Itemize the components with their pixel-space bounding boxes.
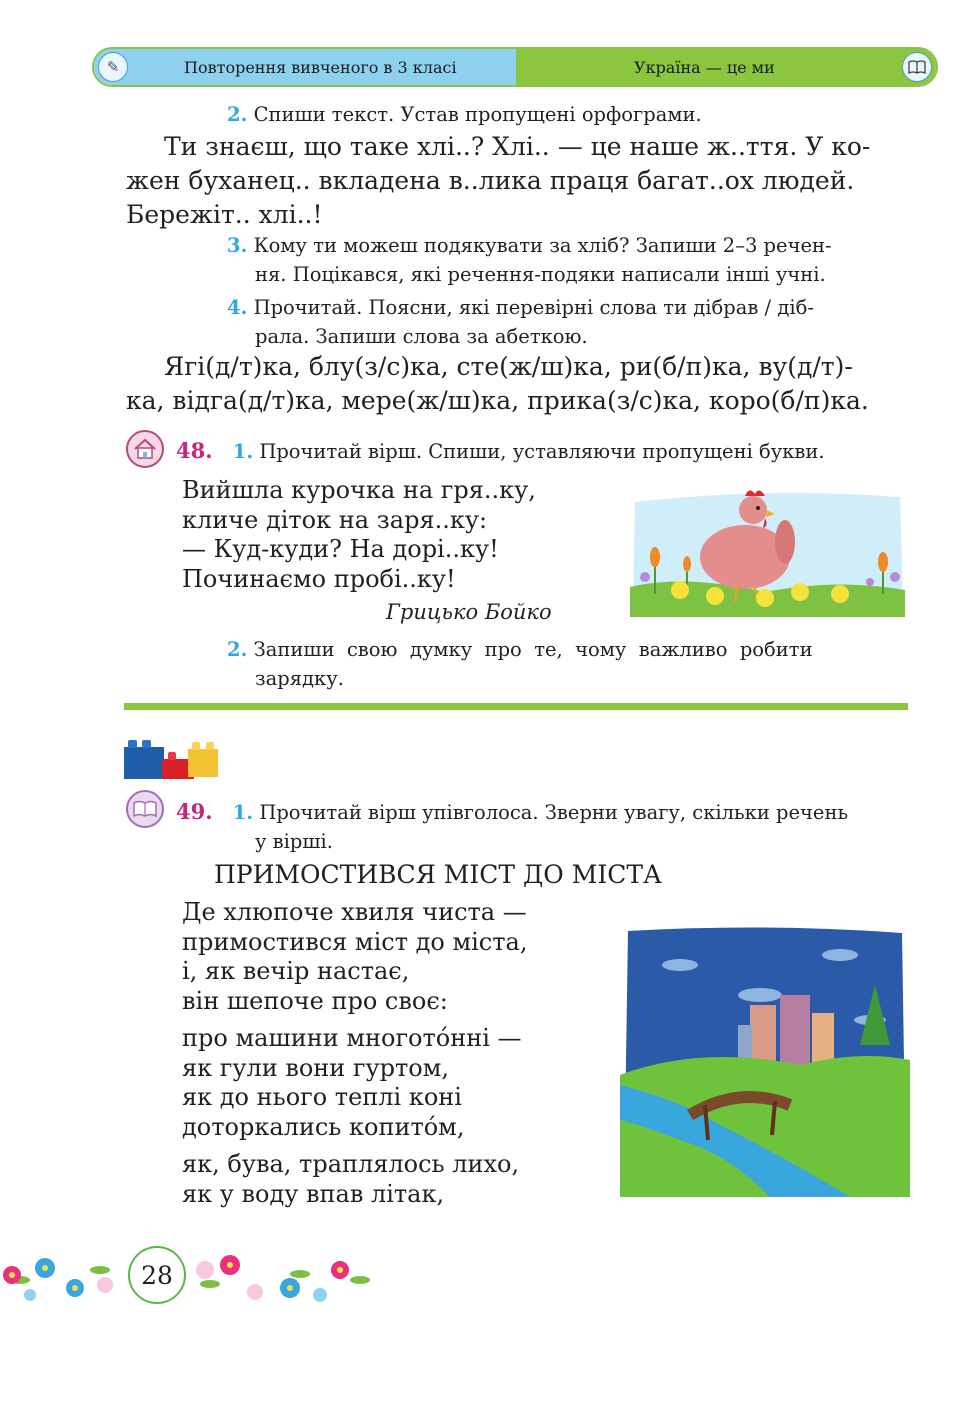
task-4-read-explain: 4. Прочитай. Поясни, які перевірні слова ти дібрав / діб- рала. Запиши слова за абеткою. xyxy=(227,296,814,348)
task-3-thanks: 3. Кому ти можеш подякувати за хліб? Запиши 2–3 речен- ня. Поцікався, які речення-подяки написали інші учні. xyxy=(227,234,832,286)
header-left-title: Повторення вивченого в 3 класі xyxy=(184,57,457,77)
header-right-title: Україна — це ми xyxy=(634,57,775,77)
house-icon xyxy=(126,430,164,468)
open-book-icon xyxy=(126,790,164,828)
ex49-stanza-2: про машини многото́нні — як гули вони гуртом, як до нього теплі коні доторкались копито́м, xyxy=(182,1024,522,1141)
header-left-panel xyxy=(94,49,516,85)
section-divider xyxy=(124,703,908,710)
page-header xyxy=(92,47,938,87)
pen-nib-icon: ✎ xyxy=(98,52,128,82)
ex49-stanza-3: як, бува, траплялось лихо, як у воду впав літак, xyxy=(182,1150,520,1208)
page-number: 28 xyxy=(128,1246,186,1304)
poem-author: Грицько Бойко xyxy=(386,600,552,624)
bridge-city-illustration xyxy=(620,925,910,1197)
ex48-poem: Вийшла курочка на гря..ку, кличе діток на заря..ку: — Куд-куди? На дорі..ку! Починаємо пробі..ку! xyxy=(182,476,536,593)
ex49-stanza-1: Де хлюпоче хвиля чиста — примостився міст до міста, і, як вечір настає, він шепоче про своє: xyxy=(182,898,528,1015)
lego-blocks-icon xyxy=(124,735,220,781)
flower-border-decoration xyxy=(0,1240,380,1310)
hen-chicks-illustration xyxy=(625,482,908,617)
header-right-panel xyxy=(516,49,936,85)
ex48-task2: 2. Запиши свою думку про те, чому важливо робити зарядку. xyxy=(227,638,813,690)
poem-title: ПРИМОСТИВСЯ МІСТ ДО МІСТА xyxy=(214,860,662,889)
bread-paragraph: Ти знаєш, що таке хлі..? Хлі.. — це наше ж..ття. У ко- жен буханец.. вкладена в..лика праця багат..ох людей. Бережіт.. хлі..! xyxy=(126,132,871,229)
task-2-copy-text: 2. Спиши текст. Устав пропущені орфограми. xyxy=(227,103,702,126)
open-book-icon xyxy=(902,52,932,82)
words-with-gaps: Ягі(д/т)ка, блу(з/с)ка, сте(ж/ш)ка, ри(б/п)ка, ву(д/т)- ка, відга(д/т)ка, мере(ж/ш)ка, прика(з/с)ка, коро(б/п)ка. xyxy=(126,352,869,415)
ex49-task1: 49. 1. Прочитай вірш упівголоса. Зверни увагу, скільки речень у вірші. xyxy=(176,799,849,853)
ex48-task1: 48. 1. Прочитай вірш. Спиши, уставляючи пропущені букви. xyxy=(176,438,825,463)
